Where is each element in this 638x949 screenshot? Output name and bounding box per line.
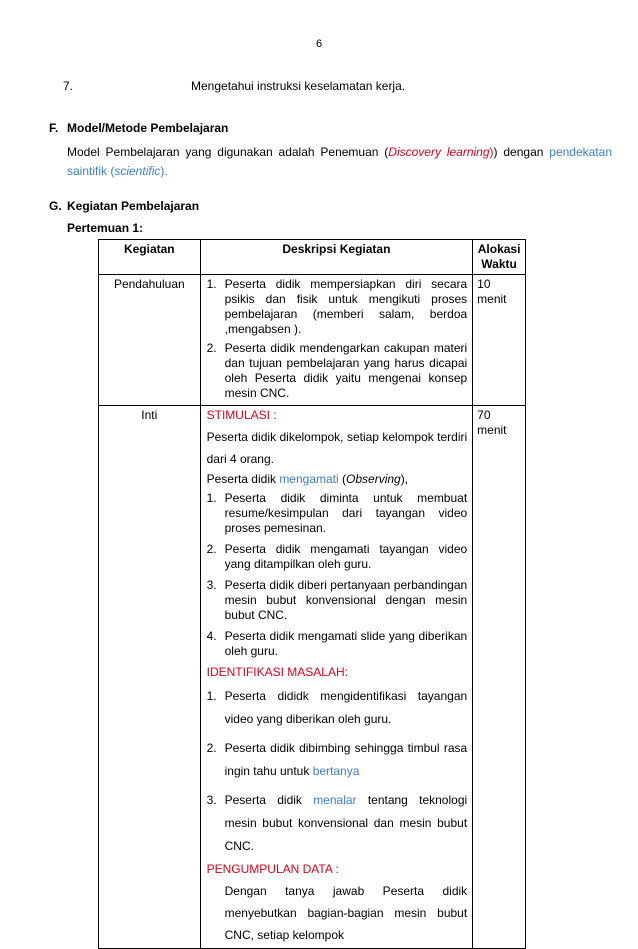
section-g-heading: [49, 199, 199, 213]
deskripsi-cell: [200, 275, 473, 406]
table-row-inti: [99, 406, 526, 949]
identifikasi-heading: IDENTIFIKASI MASALAH:: [206, 665, 348, 679]
section-title: Kegiatan Pembelajaran: [67, 199, 200, 213]
header-deskripsi: Deskripsi Kegiatan: [200, 240, 473, 275]
identifikasi-list: [207, 685, 468, 858]
stimulasi-heading: STIMULASI :: [206, 408, 277, 422]
list-item: 1. Peserta didik mempersiapkan diri secara psikis dan fisik untuk mengikuti proses pembelajaran (memberi salam, berdoa ,mengabsen ).: [206, 277, 468, 336]
deskripsi-cell: [200, 406, 473, 949]
objective-item-7: [63, 79, 405, 93]
item-number: 7.: [63, 79, 74, 93]
list-item: 2. Peserta didik dibimbing sehingga timbul rasa ingin tahu untuk bertanya: [206, 741, 468, 778]
list-item: 2. Peserta didik mengamati tayangan video yang ditampilkan oleh guru.: [206, 542, 468, 571]
section-f-heading: [49, 121, 228, 135]
para-text: ) dengan: [493, 145, 550, 159]
method-paragraph: Model Pembelajaran yang digunakan adalah Penemuan (Discovery learning)) dengan pendekatan saintifik (scientific).: [67, 145, 612, 178]
scientific-term: scientific: [114, 164, 161, 178]
alokasi-cell: 70 menit: [473, 406, 526, 949]
list-item: 1. Peserta dididk mengidentifikasi tayangan video yang diberikan oleh guru.: [206, 689, 468, 726]
header-alokasi: Alokasi Waktu: [473, 240, 526, 275]
stimulasi-text: Peserta didik dikelompok, setiap kelompok terdiri dari 4 orang.: [206, 430, 468, 466]
observe-list: [207, 491, 468, 659]
kegiatan-cell: Inti: [99, 406, 201, 949]
activity-table: [98, 239, 526, 949]
scientific-approach-term: pendekatan saintifik (: [67, 145, 612, 178]
list-item: 3. Peserta didik diberi pertanyaan perbandingan mesin bubut konvensional dengan mesin bubut CNC.: [206, 578, 468, 622]
table-row-pendahuluan: [99, 275, 526, 406]
kegiatan-cell: Pendahuluan: [99, 275, 201, 406]
pengumpulan-text: Dengan tanya jawab Peserta didik menyebutkan bagian-bagian mesin bubut CNC, setiap kelompok: [224, 884, 468, 942]
list-item: 1. Peserta didik diminta untuk membuat resume/kesimpulan dari tayangan video proses pemesinan.: [206, 491, 468, 535]
meeting-label: Pertemuan 1:: [67, 221, 144, 235]
alokasi-cell: 10 menit: [473, 275, 526, 406]
para-text: Model Pembelajaran yang digunakan adalah Penemuan (: [67, 145, 389, 159]
section-letter: F.: [49, 121, 59, 135]
section-letter: G.: [49, 199, 62, 213]
page-number: 6: [315, 38, 323, 50]
header-kegiatan: Kegiatan: [99, 240, 201, 275]
list-item: 4. Peserta didik mengamati slide yang diberikan oleh guru.: [206, 629, 468, 658]
observe-line: Peserta didik mengamati (Observing),: [206, 472, 409, 486]
pengumpulan-heading: PENGUMPULAN DATA :: [206, 862, 339, 876]
table-header-row: [99, 240, 526, 275]
list-item: 2. Peserta didik mendengarkan cakupan materi dan tujuan pembelajaran yang harus dicapai oleh Peserta didik yaitu mengenai konsep mesin CNC.: [206, 341, 468, 400]
item-text: Mengetahui instruksi keselamatan kerja.: [191, 79, 406, 93]
list-item: 3. Peserta didik menalar tentang teknologi mesin bubut konvensional dan mesin bubut CNC.: [206, 793, 468, 853]
section-title: Model/Metode Pembelajaran: [67, 121, 229, 135]
discovery-learning-term: Discovery learning: [388, 145, 490, 159]
